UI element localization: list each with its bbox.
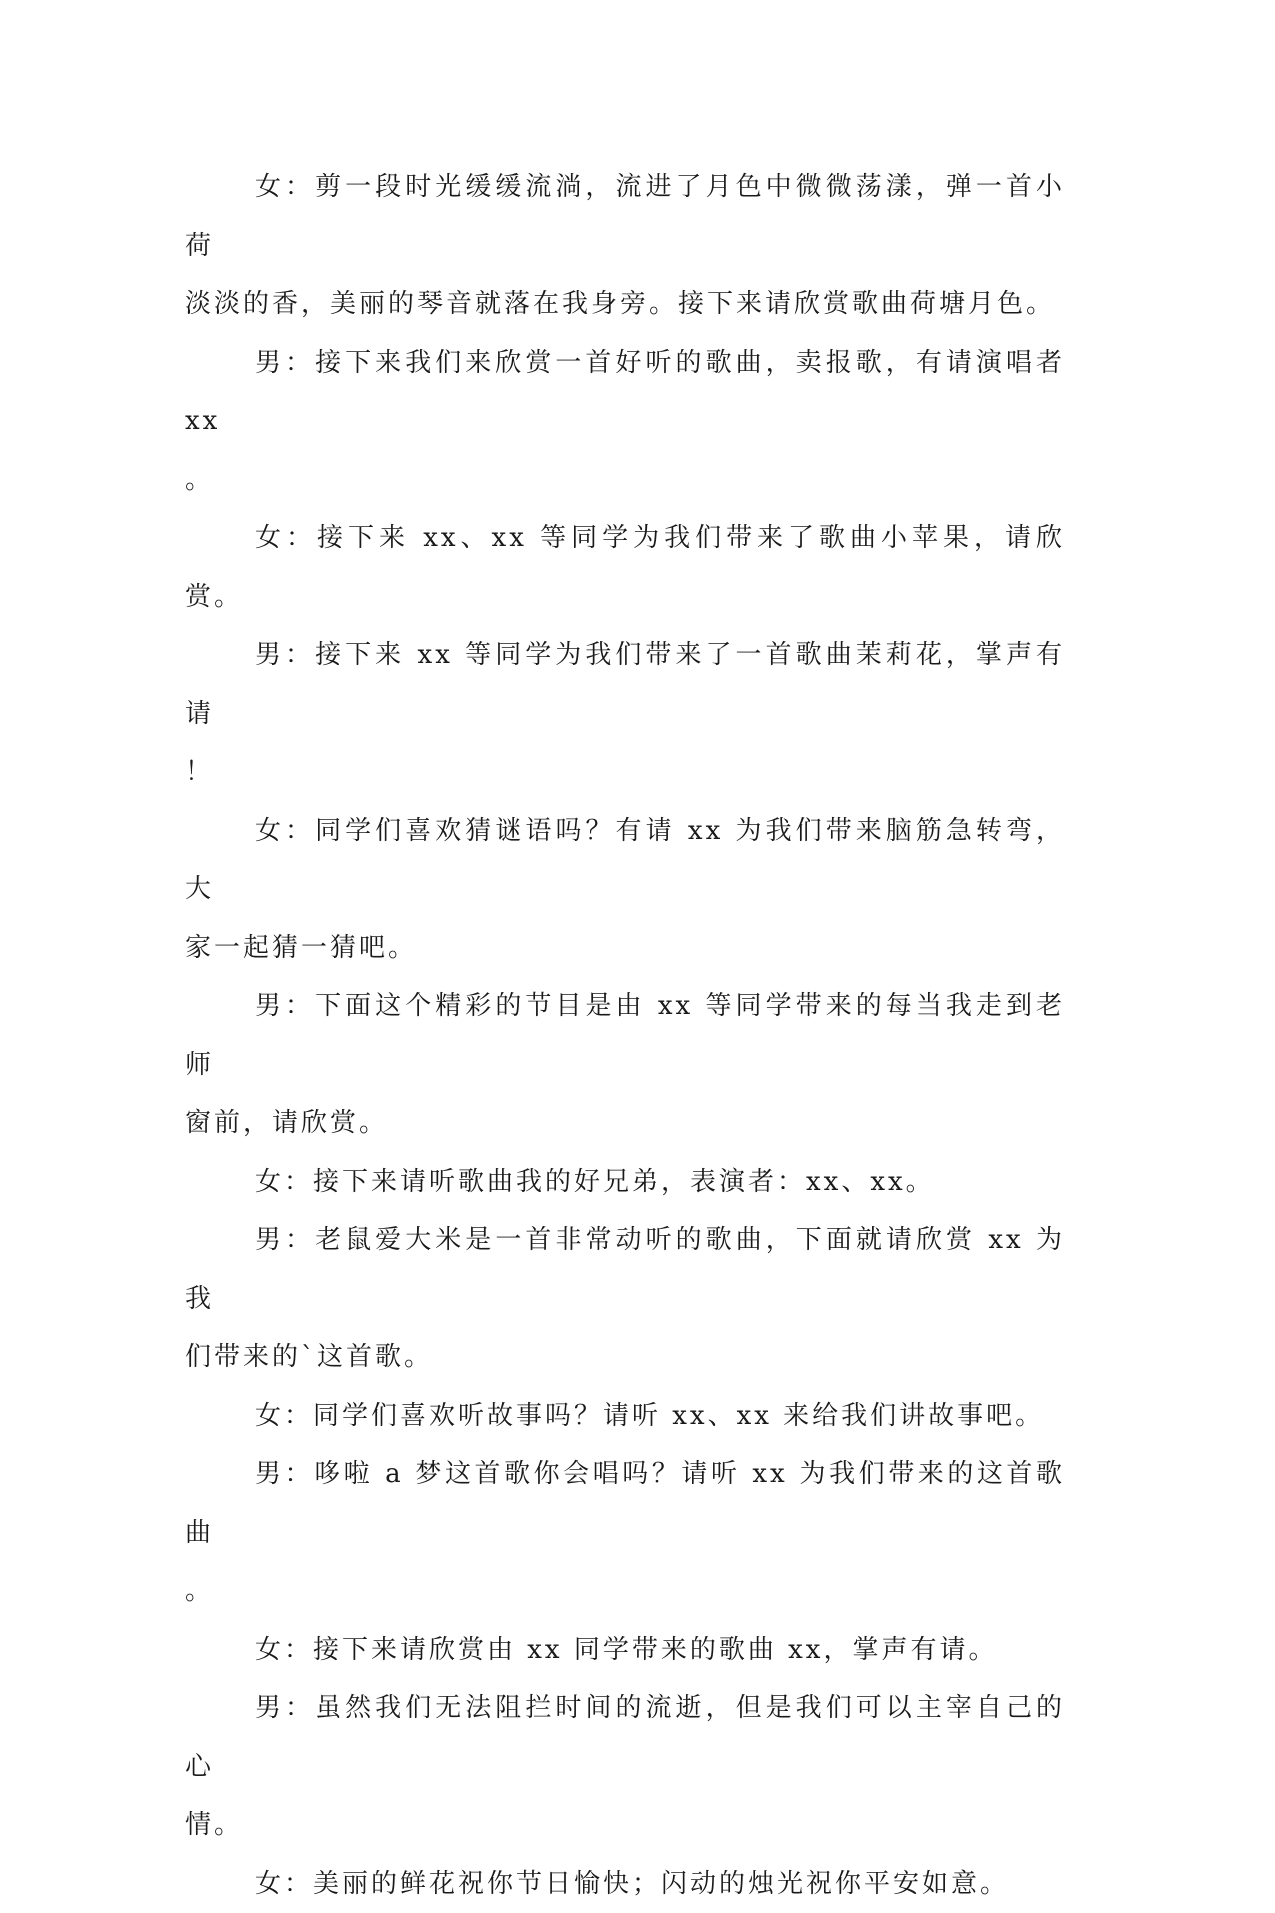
paragraph-line: 男：接下来我们来欣赏一首好听的歌曲，卖报歌，有请演唱者 xx — [185, 334, 1065, 451]
paragraph-line: 女：剪一段时光缓缓流淌，流进了月色中微微荡漾，弹一首小荷 — [185, 158, 1065, 275]
paragraph — [185, 1679, 1065, 1855]
paragraph-line: ！ — [185, 743, 1065, 802]
paragraph-line: 男：下面这个精彩的节目是由 xx 等同学带来的每当我走到老师 — [185, 977, 1065, 1094]
paragraph-line: 女：美丽的鲜花祝你节日愉快；闪动的烛光祝你平安如意。 — [185, 1855, 1065, 1913]
paragraph — [185, 1153, 1065, 1212]
paragraph-line: 男：接下来 xx 等同学为我们带来了一首歌曲茉莉花，掌声有请 — [185, 626, 1065, 743]
paragraph-line: 男：哆啦 a 梦这首歌你会唱吗？请听 xx 为我们带来的这首歌曲 — [185, 1445, 1065, 1562]
paragraph — [185, 1211, 1065, 1387]
paragraph-line: 淡淡的香，美丽的琴音就落在我身旁。接下来请欣赏歌曲荷塘月色。 — [185, 275, 1065, 334]
paragraph-line: 男：虽然我们无法阻拦时间的流逝，但是我们可以主宰自己的心 — [185, 1679, 1065, 1796]
paragraph-line: 女：同学们喜欢猜谜语吗？有请 xx 为我们带来脑筋急转弯，大 — [185, 802, 1065, 919]
paragraph-line: 。 — [185, 451, 1065, 510]
paragraph-line: 。 — [185, 1562, 1065, 1621]
paragraph — [185, 158, 1065, 334]
paragraph-line: 女：接下来 xx、xx 等同学为我们带来了歌曲小苹果，请欣赏。 — [185, 509, 1065, 626]
paragraph-line: 男：老鼠爱大米是一首非常动听的歌曲，下面就请欣赏 xx 为我 — [185, 1211, 1065, 1328]
paragraph — [185, 802, 1065, 978]
paragraph — [185, 977, 1065, 1153]
paragraph — [185, 1855, 1065, 1913]
paragraph-line: 们带来的`这首歌。 — [185, 1328, 1065, 1387]
paragraph — [185, 1445, 1065, 1621]
paragraph-line: 情。 — [185, 1796, 1065, 1855]
paragraph-line: 窗前，请欣赏。 — [185, 1094, 1065, 1153]
paragraph — [185, 626, 1065, 802]
paragraph — [185, 1387, 1065, 1446]
paragraph — [185, 509, 1065, 626]
paragraph-line: 家一起猜一猜吧。 — [185, 919, 1065, 978]
paragraph-line: 女：接下来请听歌曲我的好兄弟，表演者：xx、xx。 — [185, 1153, 1065, 1212]
paragraph-line: 女：同学们喜欢听故事吗？请听 xx、xx 来给我们讲故事吧。 — [185, 1387, 1065, 1446]
paragraph — [185, 334, 1065, 510]
paragraph-line: 女：接下来请欣赏由 xx 同学带来的歌曲 xx，掌声有请。 — [185, 1621, 1065, 1680]
